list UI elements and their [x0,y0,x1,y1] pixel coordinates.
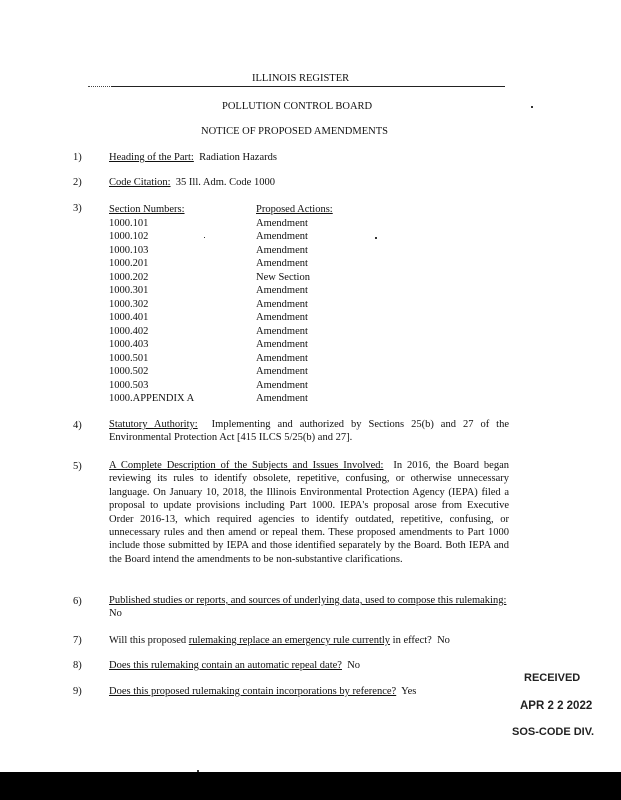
item-5 [109,459,509,566]
header-dotted-rule [88,86,110,87]
section-number: 1000.501 [109,352,149,364]
item-6-label: Published studies or reports, and sources of underlying data, used to compose this rulemaking: [109,595,507,606]
section-number: 1000.402 [109,325,149,337]
section-number: 1000.502 [109,366,149,377]
proposed-action: Amendment [256,258,308,269]
proposed-action: Amendment [256,285,308,296]
item-1-value: Radiation Hazards [199,152,277,163]
proposed-action: Amendment [256,217,308,229]
proposed-action: Amendment [256,231,308,242]
section-number: 1000.APPENDIX A [109,393,195,404]
proposed-action: Amendment [256,298,308,310]
section-numbers-header: Section Numbers: [109,204,185,215]
item-7-text-post: in effect? [392,635,432,646]
header-rule [111,86,505,87]
received-stamp: RECEIVED [524,672,581,684]
section-number: 1000.403 [109,339,149,350]
item-9 [109,686,416,697]
item-5-number: 5) [73,461,82,472]
proposed-action: Amendment [256,325,308,337]
section-number: 1000.302 [109,298,149,310]
item-4-label: Statutory Authority: [109,419,198,430]
proposed-action: Amendment [256,366,308,377]
item-2-value: 35 Ill. Adm. Code 1000 [175,177,275,188]
division-stamp: SOS-CODE DIV. [512,726,595,738]
proposed-action: Amendment [256,379,308,391]
proposed-action: Amendment [256,244,308,256]
section-number: 1000.103 [109,244,149,256]
proposed-action: New Section [256,271,310,283]
item-7 [109,635,450,646]
item-1-number: 1) [73,152,82,163]
scan-speck [375,237,377,239]
section-number: 1000.301 [109,285,149,296]
item-3-number: 3) [73,203,82,214]
proposed-action: Amendment [256,393,308,404]
scan-speck [204,237,205,238]
received-date-stamp: APR 2 2 2022 [520,700,593,712]
item-2 [109,177,275,188]
item-4-text: Implementing and authorized by Sections 25(b) and 27 of the Environmental Protection Act [415 ILCS 5/25(b) and 27]. [109,419,510,444]
item-7-number: 7) [73,635,82,646]
proposed-actions-header: Proposed Actions: [256,204,333,215]
item-1 [109,152,277,163]
section-number: 1000.503 [109,379,149,391]
item-9-number: 9) [73,686,82,697]
scan-speck [531,106,533,108]
item-2-label: Code Citation: [109,177,171,188]
section-number: 1000.102 [109,231,149,242]
item-1-label: Heading of the Part: [109,152,194,163]
item-9-label: Does this proposed rulemaking contain incorporations by reference? [109,686,397,697]
section-numbers-column [109,203,194,406]
item-8-value: No [347,660,361,671]
board-title: POLLUTION CONTROL BOARD [222,101,373,112]
section-number: 1000.202 [109,271,149,283]
item-6 [109,594,509,621]
item-6-number: 6) [73,596,82,607]
item-2-number: 2) [73,177,82,188]
item-6-value: No [109,608,122,620]
item-8-number: 8) [73,660,82,671]
section-number: 1000.401 [109,312,149,323]
item-4-number: 4) [73,420,82,431]
item-8-label: Does this rulemaking contain an automatic repeal date? [109,660,342,671]
item-7-value: No [437,635,450,646]
proposed-action: Amendment [256,352,308,364]
section-number: 1000.101 [109,217,149,229]
scan-bottom-edge [0,772,621,800]
item-5-text: In 2016, the Board began reviewing its rules to identify obsolete, repetitive, confusing, or otherwise unnecessary language. On January 10, 2018, the Illinois Environmental Protection Agency (IEPA) filed a proposal to update provisions including Part 1000. IEPA's proposal arose from Executive Order 2016-13, which required agencies to identify outdated, repetitive, confusing, or unnecessary rules and then amend or repeal them. These proposed amendments to Part 1000 include those submitted by IEPA and those identified separately by the Board. Both IEPA and the Board intend the amendments to be non-substantive clarifications. [109,460,509,565]
item-8 [109,660,360,671]
item-4 [109,418,509,445]
item-7-label: rulemaking replace an emergency rule currently [188,635,391,646]
item-7-text-pre: Will this proposed [109,635,187,646]
proposed-action: Amendment [256,312,308,323]
register-title: ILLINOIS REGISTER [252,73,350,84]
proposed-actions-column [256,203,333,406]
section-number: 1000.201 [109,258,149,269]
item-9-value: Yes [401,686,417,697]
item-5-label: A Complete Description of the Subjects and Issues Involved: [109,460,384,471]
proposed-action: Amendment [256,339,308,350]
notice-title: NOTICE OF PROPOSED AMENDMENTS [201,126,388,137]
